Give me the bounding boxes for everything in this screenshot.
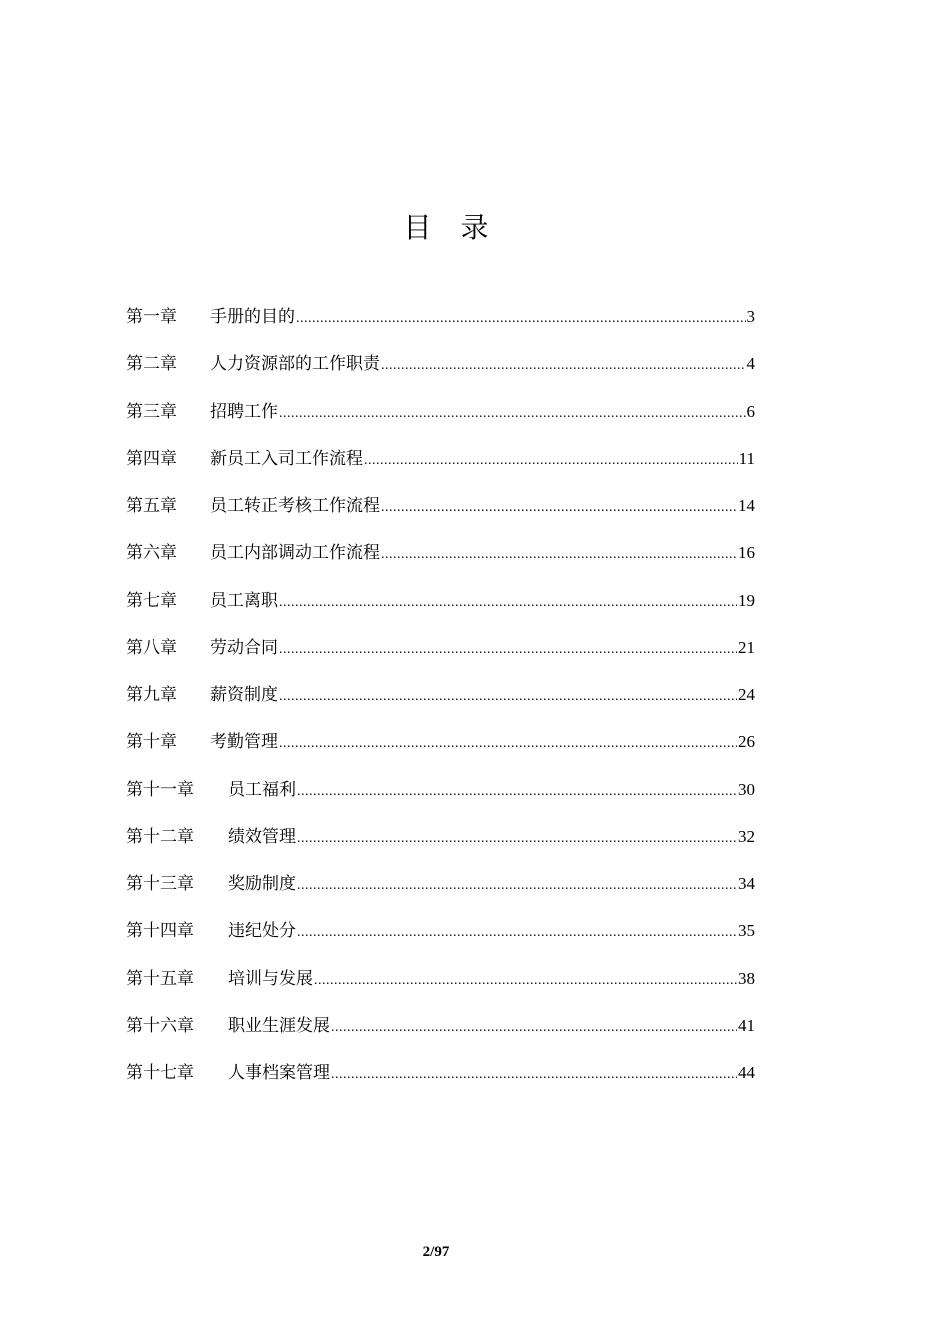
toc-entry-11[interactable]	[126, 771, 755, 818]
chapter-number: 第二章	[126, 354, 177, 375]
toc-entry-13[interactable]	[126, 865, 755, 912]
dot-leader	[381, 347, 746, 385]
page-title: 目 录	[403, 211, 499, 244]
dot-leader	[381, 536, 737, 574]
dot-leader	[279, 395, 746, 433]
toc-entry-17[interactable]	[126, 1054, 755, 1101]
toc-entry-9[interactable]	[126, 676, 755, 723]
chapter-title: 劳动合同	[210, 637, 278, 658]
chapter-title: 绩效管理	[228, 826, 296, 847]
chapter-page-number: 21	[738, 637, 755, 657]
dot-leader	[279, 725, 737, 763]
dot-leader	[381, 489, 737, 527]
chapter-page-number: 44	[738, 1063, 755, 1082]
chapter-page-number: 32	[738, 826, 755, 846]
toc-entry-8[interactable]	[126, 629, 755, 676]
toc-entry-10[interactable]	[126, 723, 755, 770]
dot-leader	[297, 820, 737, 858]
chapter-page-number: 16	[738, 543, 755, 563]
toc-entry-7[interactable]	[126, 582, 755, 629]
table-of-contents	[126, 298, 755, 1101]
chapter-number: 第十五章	[126, 968, 194, 989]
dot-leader	[314, 962, 737, 1000]
chapter-page-number: 35	[738, 921, 755, 941]
toc-entry-1[interactable]	[126, 298, 755, 345]
toc-entry-12[interactable]	[126, 818, 755, 865]
dot-leader	[296, 300, 746, 338]
chapter-page-number: 14	[738, 496, 755, 515]
chapter-number: 第十四章	[126, 921, 194, 942]
chapter-page-number: 11	[738, 448, 755, 468]
chapter-page-number: 4	[746, 354, 755, 374]
dot-leader	[279, 631, 737, 669]
chapter-number: 第十二章	[126, 826, 194, 847]
chapter-page-number: 6	[746, 401, 755, 421]
toc-entry-2[interactable]	[126, 345, 755, 392]
chapter-title: 人力资源部的工作职责	[210, 354, 380, 375]
chapter-page-number: 41	[738, 1015, 755, 1035]
chapter-title: 招聘工作	[210, 401, 278, 422]
chapter-title: 手册的目的	[210, 307, 295, 327]
chapter-number: 第七章	[126, 590, 177, 611]
chapter-number: 第九章	[126, 685, 177, 705]
chapter-title: 人事档案管理	[228, 1063, 330, 1083]
chapter-number: 第三章	[126, 401, 177, 422]
chapter-number: 第八章	[126, 637, 177, 658]
chapter-title: 考勤管理	[210, 732, 278, 753]
chapter-title: 员工离职	[210, 590, 278, 611]
chapter-page-number: 30	[738, 779, 755, 799]
toc-entry-5[interactable]	[126, 487, 755, 534]
toc-entry-4[interactable]	[126, 440, 755, 487]
chapter-title: 员工转正考核工作流程	[210, 496, 380, 516]
dot-leader	[279, 584, 737, 622]
toc-entry-6[interactable]	[126, 534, 755, 581]
chapter-title: 培训与发展	[228, 968, 313, 989]
chapter-page-number: 34	[738, 874, 755, 893]
chapter-page-number: 19	[738, 590, 755, 610]
chapter-number: 第四章	[126, 448, 177, 469]
toc-entry-15[interactable]	[126, 960, 755, 1007]
dot-leader	[297, 914, 737, 952]
chapter-title: 职业生涯发展	[228, 1015, 330, 1036]
chapter-number: 第五章	[126, 496, 177, 516]
page-number-footer: 2/97	[422, 1244, 450, 1260]
chapter-page-number: 3	[746, 307, 755, 326]
chapter-title: 员工福利	[228, 779, 296, 800]
chapter-title: 薪资制度	[210, 685, 278, 705]
dot-leader	[331, 1009, 737, 1047]
chapter-title: 违纪处分	[228, 921, 296, 942]
dot-leader	[331, 1056, 737, 1094]
chapter-title: 员工内部调动工作流程	[210, 543, 380, 564]
chapter-number: 第十六章	[126, 1015, 194, 1036]
chapter-page-number: 24	[738, 685, 755, 704]
chapter-title: 新员工入司工作流程	[210, 448, 363, 469]
dot-leader	[364, 442, 738, 480]
toc-entry-14[interactable]	[126, 912, 755, 959]
chapter-page-number: 26	[738, 732, 755, 752]
chapter-page-number: 38	[738, 968, 755, 988]
chapter-number: 第十一章	[126, 779, 194, 800]
chapter-number: 第一章	[126, 307, 177, 327]
dot-leader	[297, 867, 737, 905]
toc-entry-16[interactable]	[126, 1007, 755, 1054]
toc-entry-3[interactable]	[126, 393, 755, 440]
dot-leader	[279, 678, 737, 716]
chapter-number: 第十七章	[126, 1063, 194, 1083]
chapter-number: 第十章	[126, 732, 177, 753]
chapter-title: 奖励制度	[228, 874, 296, 894]
chapter-number: 第六章	[126, 543, 177, 564]
chapter-number: 第十三章	[126, 874, 194, 894]
dot-leader	[297, 773, 737, 811]
